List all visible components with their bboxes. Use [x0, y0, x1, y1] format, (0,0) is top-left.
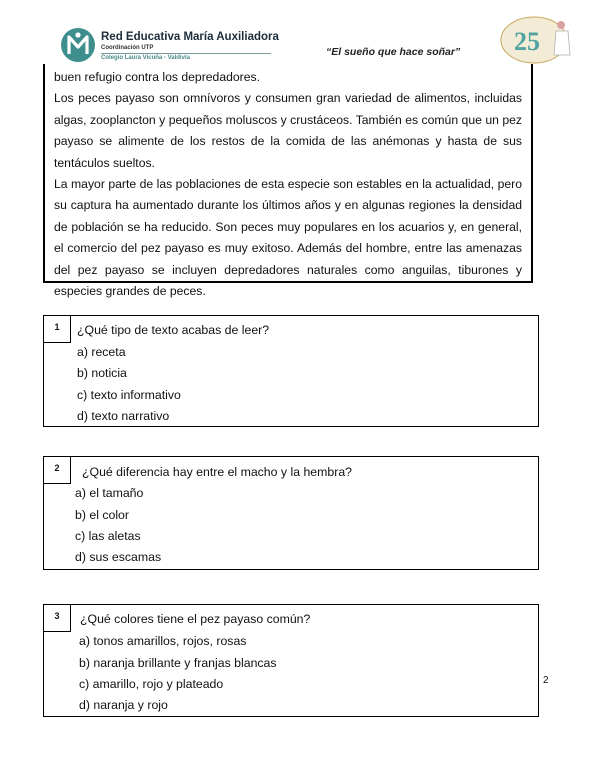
- answer-option[interactable]: c) texto informativo: [77, 388, 181, 402]
- answer-option[interactable]: d) sus escamas: [75, 550, 162, 564]
- question-number: 3: [44, 605, 71, 632]
- school-logo-icon: [60, 27, 96, 63]
- answer-option[interactable]: b) naranja brillante y franjas blancas: [79, 656, 277, 670]
- answer-option[interactable]: c) amarillo, rojo y plateado: [79, 677, 224, 691]
- org-department: Coordinación UTP: [101, 45, 154, 51]
- answer-option[interactable]: c) las aletas: [75, 529, 141, 543]
- question-2: [43, 456, 539, 570]
- question-text: ¿Qué colores tiene el pez payaso común?: [80, 612, 311, 626]
- question-number: 1: [44, 316, 71, 343]
- page-number: 2: [543, 675, 549, 686]
- reading-passage: [43, 64, 533, 299]
- org-school: Colegio Laura Vicuña - Valdivia: [101, 55, 190, 61]
- answer-option[interactable]: a) el tamaño: [75, 486, 144, 500]
- org-name: Red Educativa María Auxiliadora: [101, 31, 279, 43]
- answer-option[interactable]: d) naranja y rojo: [79, 698, 168, 712]
- reading-paragraph: buen refugio contra los depredadores.: [54, 70, 260, 84]
- answer-option[interactable]: d) texto narrativo: [77, 409, 170, 423]
- reading-paragraph: La mayor parte de las poblaciones de esta especie son estables en la actualidad, pero su captura ha aumentado durante los últimos años y en algunas regiones la densidad de población se ha reducido. Son peces muy populares en los acuarios y, en general, el comercio del pez payaso es muy exitoso. Además del hombre, entre las amenazas del pez payaso se incluyen depredadores naturales como anguilas, tiburones y especies grandes de peces.: [54, 177, 522, 299]
- header-divider: [101, 53, 271, 54]
- anniversary-badge: [498, 13, 576, 65]
- reading-paragraph: Los peces payaso son omnívoros y consumen gran variedad de alimentos, incluidas algas, zooplancton y pequeños moluscos y crustáceos. También es común que un pez payaso se alimente de los restos de la comida de las anémonas y hasta de sus tentáculos sueltos.: [54, 91, 522, 170]
- badge-number: 25: [514, 27, 540, 56]
- answer-option[interactable]: b) noticia: [77, 366, 127, 380]
- answer-option[interactable]: b) el color: [75, 508, 129, 522]
- answer-option[interactable]: a) tonos amarillos, rojos, rosas: [79, 634, 247, 648]
- motto: “El sueño que hace soñar”: [326, 46, 461, 58]
- question-text: ¿Qué tipo de texto acabas de leer?: [77, 323, 270, 337]
- question-3: [43, 604, 539, 717]
- question-number: 2: [44, 457, 71, 484]
- question-1: [43, 315, 539, 427]
- question-text: ¿Qué diferencia hay entre el macho y la hembra?: [82, 465, 352, 479]
- answer-option[interactable]: a) receta: [77, 345, 126, 359]
